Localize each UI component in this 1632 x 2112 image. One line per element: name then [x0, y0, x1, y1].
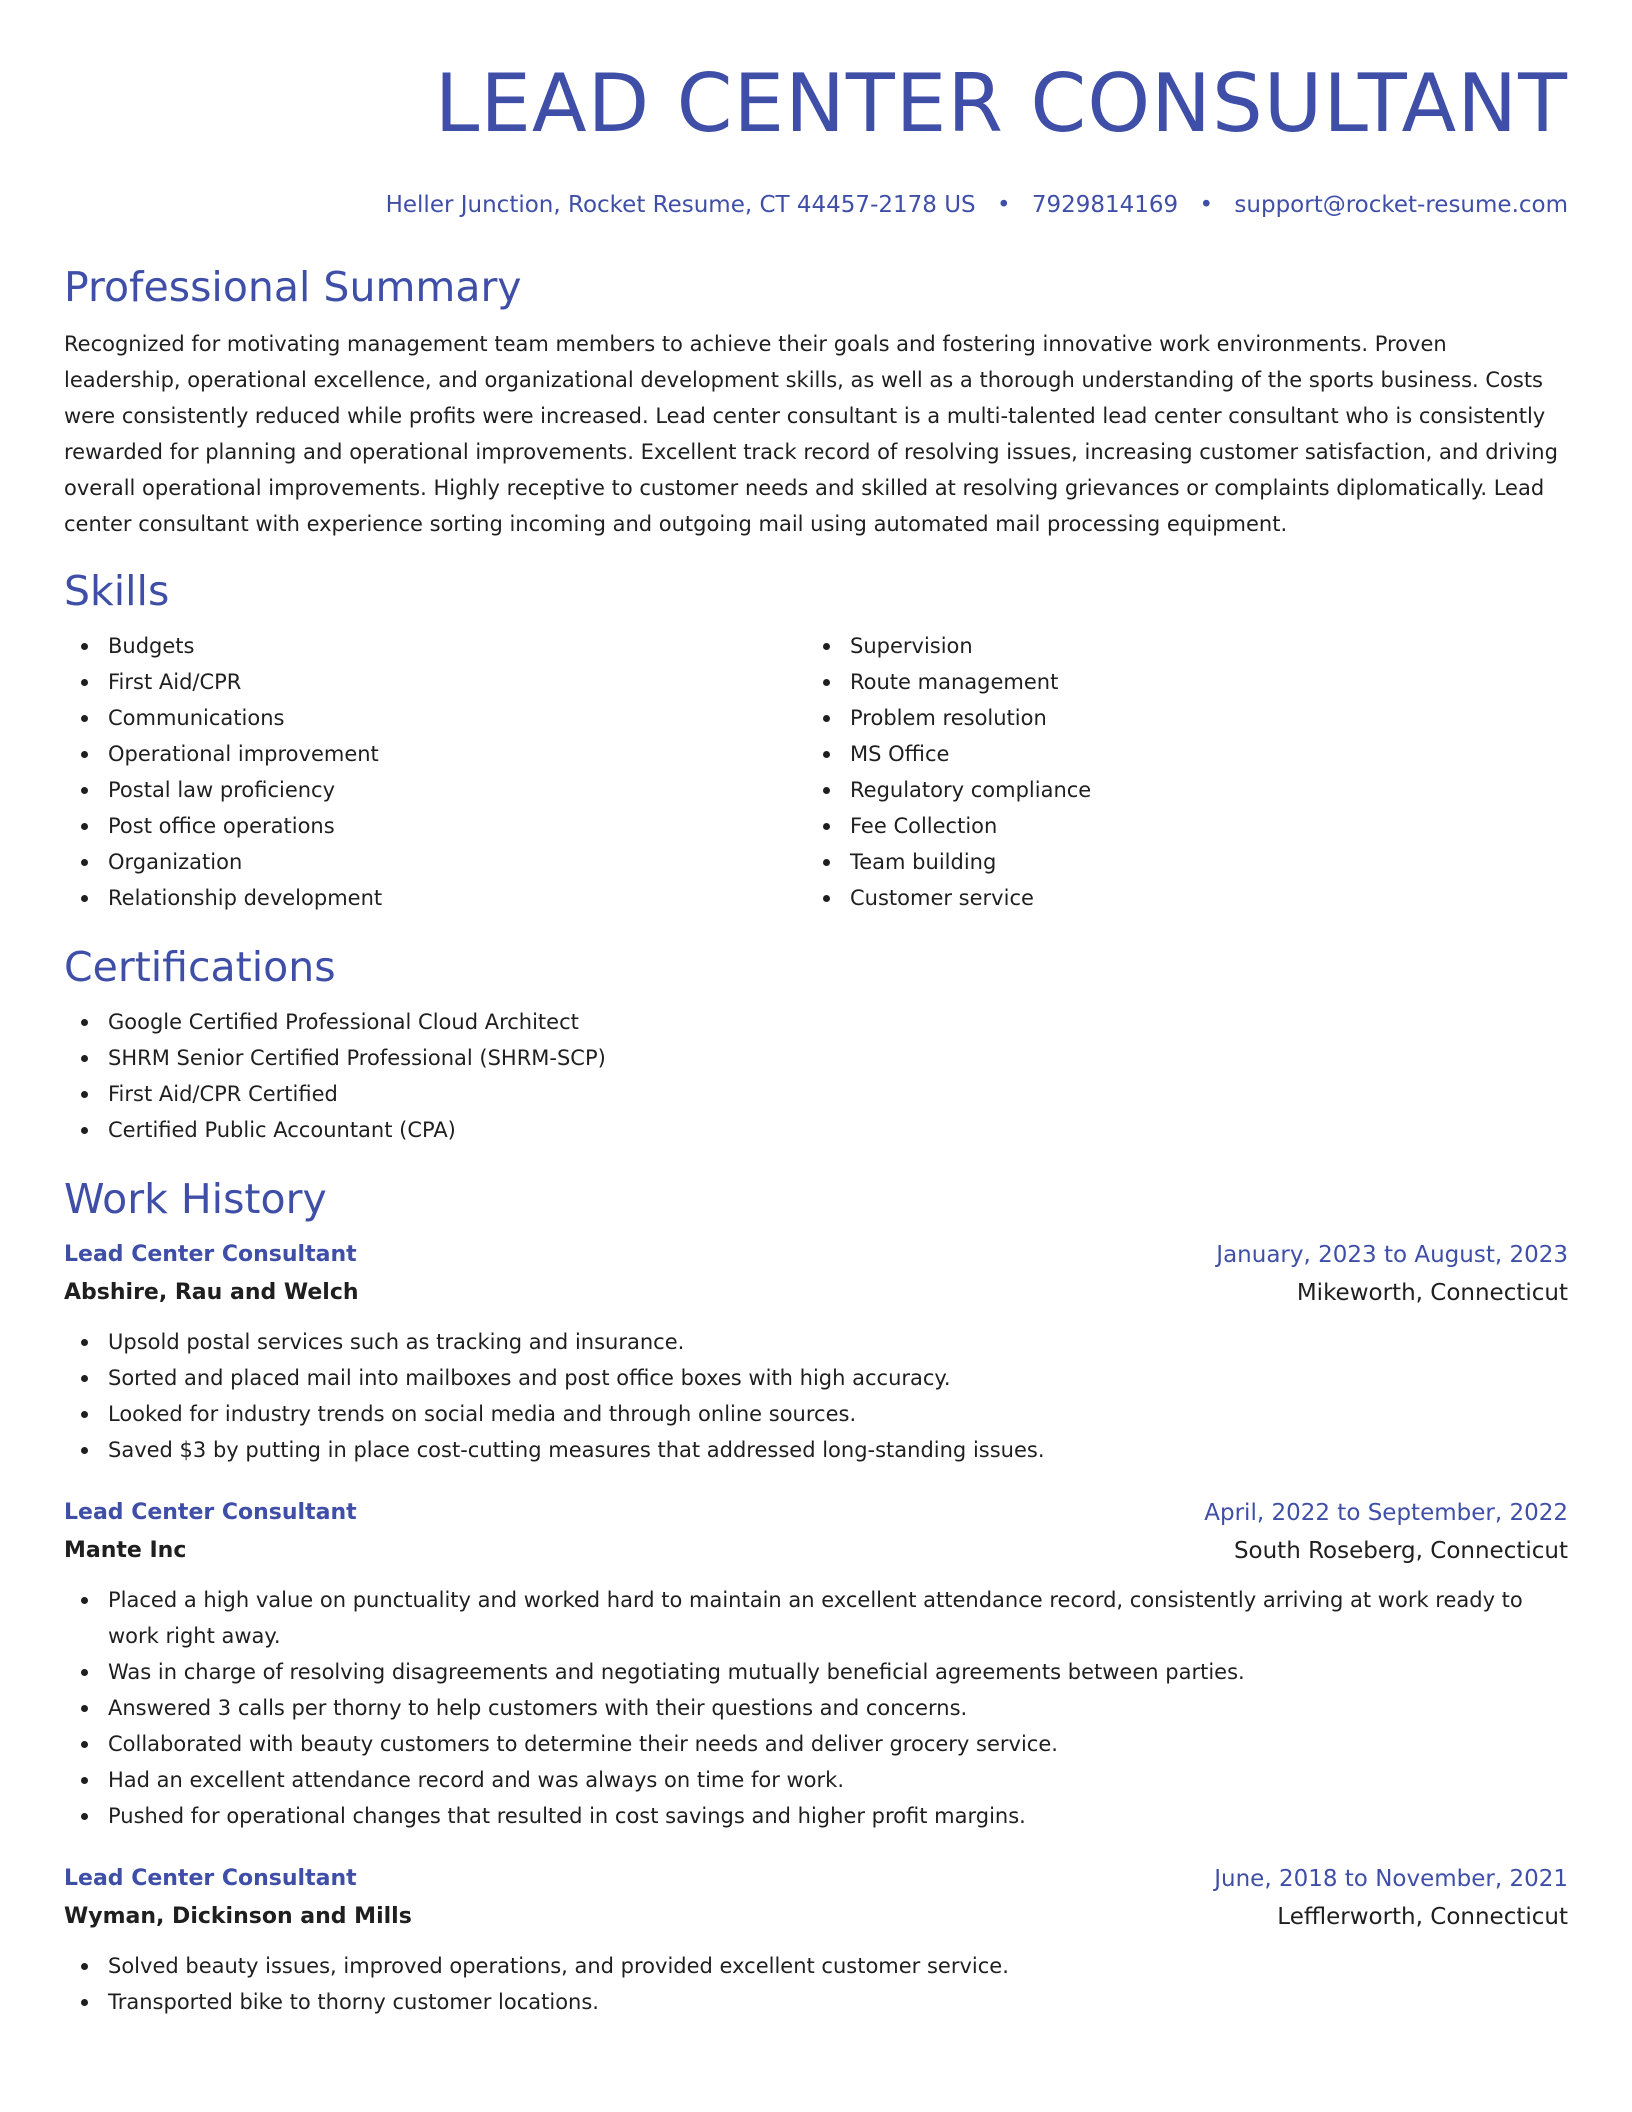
bullet-icon	[81, 1127, 88, 1134]
bullet-icon	[81, 643, 88, 650]
resume-name: LEAD CENTER CONSULTANT	[434, 57, 1568, 150]
job-title: Lead Center Consultant	[64, 1500, 357, 1525]
bullet-icon	[81, 751, 88, 758]
job-bullet: Was in charge of resolving disagreements and negotiating mutually beneficial agreements between parties.	[64, 1654, 1568, 1690]
contact-separator: •	[1199, 192, 1214, 218]
job-location: South Roseberg, Connecticut	[1233, 1538, 1568, 1564]
bullet-icon	[81, 1999, 88, 2006]
job-bullet: Placed a high value on punctuality and worked hard to maintain an excellent attendance record, consistently arriving at work ready to work right away.	[64, 1582, 1568, 1654]
job-title: Lead Center Consultant	[64, 1866, 357, 1891]
bullet-icon	[81, 787, 88, 794]
certifications-list	[64, 1004, 1568, 1148]
bullet-icon	[81, 1447, 88, 1454]
bullet-icon	[81, 679, 88, 686]
skills-list-left	[64, 628, 806, 916]
skill-item: First Aid/CPR	[64, 664, 806, 700]
bullet-icon	[81, 715, 88, 722]
contact-address: Heller Junction, Rocket Resume, CT 44457-2178 US	[385, 192, 976, 218]
summary-heading: Professional Summary	[64, 263, 522, 311]
job-bullet: Saved $3 by putting in place cost-cutting measures that addressed long-standing issues.	[64, 1432, 1568, 1468]
contact-phone: 7929814169	[1031, 192, 1179, 218]
job-entry	[64, 1860, 1568, 2020]
skill-item: Supervision	[806, 628, 1548, 664]
skill-item: Budgets	[64, 628, 806, 664]
bullet-icon	[823, 643, 830, 650]
summary-text: Recognized for motivating management team members to achieve their goals and fostering innovative work environments. Proven leadership, operational excellence, and organizational development skills, as well as a thorough understanding of the sports business. Costs were consistently reduced while profits were increased. Lead center consultant is a multi-talented lead center consultant who is consistently rewarded for planning and operational improvements. Excellent track record of resolving issues, increasing customer satisfaction, and driving overall operational improvements. Highly receptive to customer needs and skilled at resolving grievances or complaints diplomatically. Lead center consultant with experience sorting incoming and outgoing mail using automated mail processing equipment.	[64, 332, 1558, 536]
bullet-icon	[823, 715, 830, 722]
job-bullet: Solved beauty issues, improved operations, and provided excellent customer service.	[64, 1948, 1568, 1984]
bullet-icon	[81, 1741, 88, 1748]
job-bullet: Sorted and placed mail into mailboxes and post office boxes with high accuracy.	[64, 1360, 1568, 1396]
bullet-icon	[81, 1411, 88, 1418]
job-bullet: Answered 3 calls per thorny to help customers with their questions and concerns.	[64, 1690, 1568, 1726]
job-bullets	[64, 1948, 1568, 2020]
skill-item: Communications	[64, 700, 806, 736]
skill-item: Route management	[806, 664, 1548, 700]
skills-columns	[64, 628, 1568, 916]
job-bullets	[64, 1324, 1568, 1468]
certification-item: SHRM Senior Certified Professional (SHRM-SCP)	[64, 1040, 1568, 1076]
bullet-icon	[81, 1055, 88, 1062]
contact-email: support@rocket-resume.com	[1234, 192, 1568, 218]
bullet-icon	[81, 1019, 88, 1026]
job-entry	[64, 1236, 1568, 1468]
bullet-icon	[81, 1813, 88, 1820]
bullet-icon	[81, 1091, 88, 1098]
skill-item: Post office operations	[64, 808, 806, 844]
skill-item: Customer service	[806, 880, 1548, 916]
certification-item: First Aid/CPR Certified	[64, 1076, 1568, 1112]
skill-item: Problem resolution	[806, 700, 1548, 736]
skill-item: Regulatory compliance	[806, 772, 1548, 808]
bullet-icon	[81, 1669, 88, 1676]
skill-item: Postal law proficiency	[64, 772, 806, 808]
job-bullets	[64, 1582, 1568, 1834]
certification-item: Certified Public Accountant (CPA)	[64, 1112, 1568, 1148]
skill-item: Operational improvement	[64, 736, 806, 772]
job-bullet: Upsold postal services such as tracking and insurance.	[64, 1324, 1568, 1360]
job-bullet: Pushed for operational changes that resulted in cost savings and higher profit margins.	[64, 1798, 1568, 1834]
contact-line	[64, 190, 1568, 220]
job-dates: April, 2022 to September, 2022	[1204, 1500, 1568, 1526]
job-bullet: Collaborated with beauty customers to determine their needs and deliver grocery service.	[64, 1726, 1568, 1762]
resume-page	[64, 0, 1568, 2020]
job-bullet: Transported bike to thorny customer locations.	[64, 1984, 1568, 2020]
bullet-icon	[81, 1777, 88, 1784]
skills-heading: Skills	[64, 567, 170, 615]
skill-item: Relationship development	[64, 880, 806, 916]
skill-item: MS Office	[806, 736, 1548, 772]
job-location: Mikeworth, Connecticut	[1296, 1280, 1568, 1306]
bullet-icon	[823, 787, 830, 794]
job-company: Abshire, Rau and Welch	[64, 1280, 359, 1305]
job-title: Lead Center Consultant	[64, 1242, 357, 1267]
bullet-icon	[81, 1963, 88, 1970]
job-dates: January, 2023 to August, 2023	[1216, 1242, 1568, 1268]
skill-item: Fee Collection	[806, 808, 1548, 844]
skill-item: Team building	[806, 844, 1548, 880]
certifications-heading: Certifications	[64, 943, 336, 991]
work-history-heading: Work History	[64, 1175, 327, 1223]
job-location: Lefflerworth, Connecticut	[1277, 1904, 1568, 1930]
skill-item: Organization	[64, 844, 806, 880]
certification-item: Google Certified Professional Cloud Architect	[64, 1004, 1568, 1040]
bullet-icon	[81, 1597, 88, 1604]
bullet-icon	[823, 859, 830, 866]
contact-separator: •	[996, 192, 1011, 218]
job-company: Mante Inc	[64, 1538, 187, 1563]
job-bullet: Had an excellent attendance record and was always on time for work.	[64, 1762, 1568, 1798]
job-bullet: Looked for industry trends on social media and through online sources.	[64, 1396, 1568, 1432]
bullet-icon	[823, 751, 830, 758]
bullet-icon	[823, 679, 830, 686]
job-dates: June, 2018 to November, 2021	[1214, 1866, 1568, 1892]
bullet-icon	[81, 823, 88, 830]
bullet-icon	[81, 859, 88, 866]
bullet-icon	[81, 1375, 88, 1382]
bullet-icon	[823, 895, 830, 902]
job-company: Wyman, Dickinson and Mills	[64, 1904, 412, 1929]
skills-list-right	[806, 628, 1548, 916]
job-entry	[64, 1494, 1568, 1834]
bullet-icon	[81, 1705, 88, 1712]
bullet-icon	[823, 823, 830, 830]
bullet-icon	[81, 895, 88, 902]
bullet-icon	[81, 1339, 88, 1346]
